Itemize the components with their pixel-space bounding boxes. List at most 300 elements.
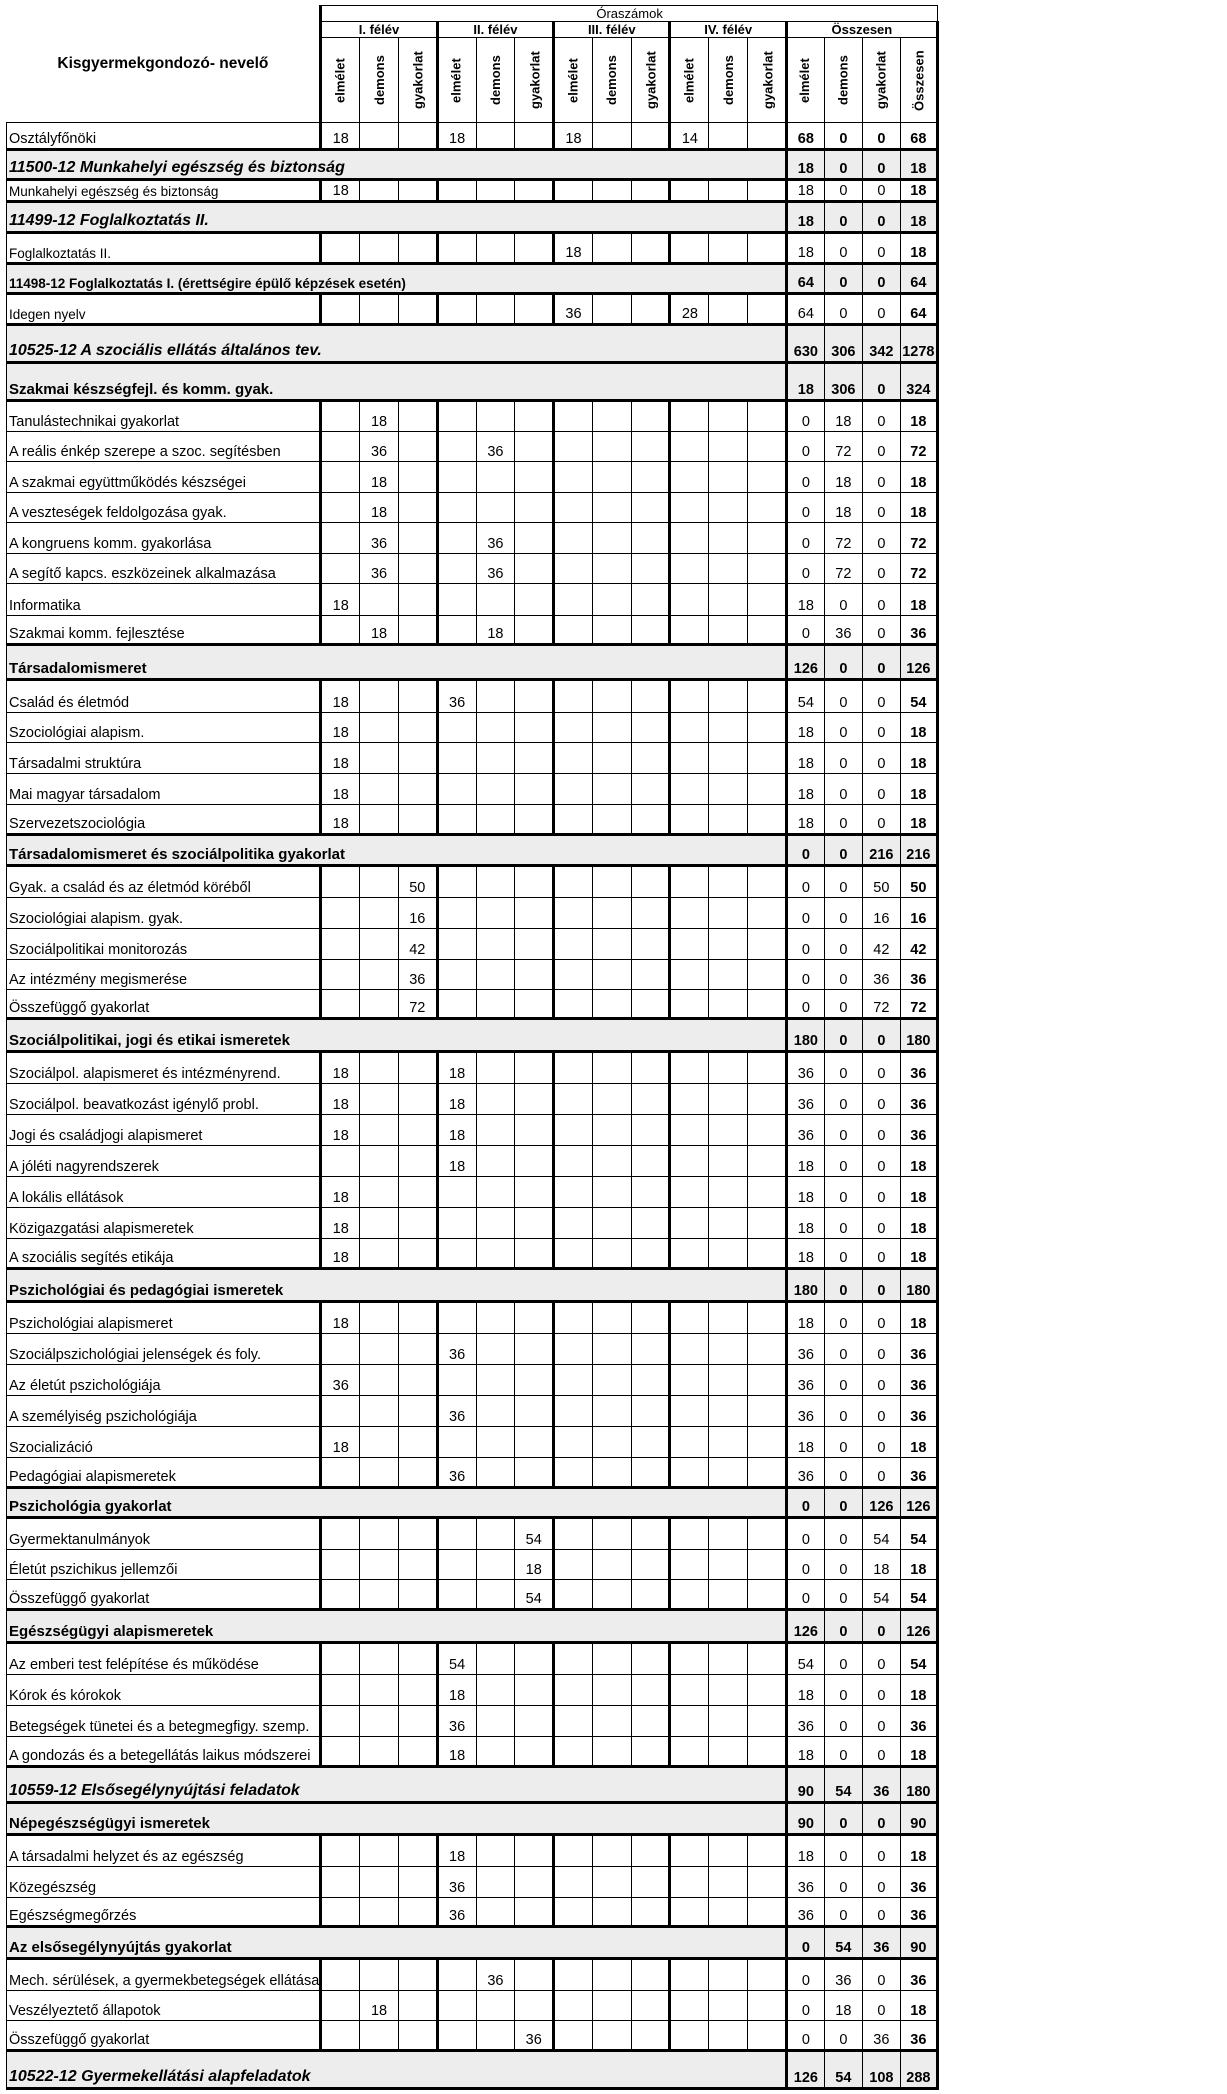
- total-cell: 54: [862, 1580, 900, 1610]
- hours-cell: 18: [321, 1239, 360, 1269]
- hours-cell: [515, 866, 554, 898]
- total-cell: 54: [900, 1518, 937, 1550]
- row-label: A szociális segítés etikája: [7, 1239, 321, 1269]
- hours-cell: [515, 523, 554, 554]
- hours-cell: [631, 493, 670, 523]
- total-cell: 0: [862, 1115, 900, 1146]
- hours-cell: [670, 2021, 709, 2051]
- table-row: [7, 1302, 938, 1334]
- hours-cell: [321, 401, 360, 432]
- total-cell: 54: [786, 1643, 824, 1675]
- hours-cell: [592, 1675, 631, 1706]
- total-cell: 0: [786, 554, 824, 584]
- hours-cell: 36: [476, 554, 515, 584]
- hours-cell: [515, 713, 554, 743]
- hours-cell: [670, 929, 709, 960]
- section-total-cell: 18: [900, 150, 937, 180]
- total-cell: 0: [786, 1991, 824, 2021]
- total-cell: 0: [862, 1675, 900, 1706]
- hours-cell: [321, 960, 360, 990]
- hours-cell: [554, 1052, 593, 1084]
- hours-cell: [748, 523, 787, 554]
- section-total-cell: 0: [862, 1610, 900, 1643]
- total-cell: 36: [900, 1458, 937, 1488]
- total-cell: 18: [862, 1550, 900, 1580]
- total-subcolumn-header: [824, 38, 862, 123]
- hours-cell: [709, 462, 748, 493]
- hours-cell: [709, 233, 748, 264]
- total-cell: 36: [900, 1396, 937, 1427]
- total-cell: 0: [862, 805, 900, 835]
- subcolumn-label: gyakorlat: [410, 51, 426, 109]
- hours-cell: [398, 1146, 437, 1177]
- hours-cell: [515, 1146, 554, 1177]
- total-cell: 0: [824, 1052, 862, 1084]
- hours-cell: 14: [670, 123, 709, 150]
- hours-cell: [554, 1835, 593, 1867]
- hours-cell: 36: [360, 523, 399, 554]
- row-label: Életút pszichikus jellemzői: [7, 1550, 321, 1580]
- hours-cell: [670, 1458, 709, 1488]
- total-cell: 36: [824, 616, 862, 645]
- table-row: [7, 866, 938, 898]
- hours-cell: [592, 523, 631, 554]
- row-label: Az intézmény megismerése: [7, 960, 321, 990]
- section-row: [7, 1927, 938, 1959]
- hours-cell: [670, 1146, 709, 1177]
- hours-cell: 18: [321, 805, 360, 835]
- hours-cell: [321, 493, 360, 523]
- subcolumn-label: demons: [720, 55, 736, 105]
- hours-cell: [515, 432, 554, 462]
- hours-cell: [321, 523, 360, 554]
- total-cell: 36: [900, 1052, 937, 1084]
- hours-cell: [592, 1835, 631, 1867]
- hours-cell: [321, 1706, 360, 1737]
- hours-cell: [592, 1302, 631, 1334]
- section-row: [7, 1488, 938, 1518]
- table-row: [7, 432, 938, 462]
- hours-cell: [709, 1458, 748, 1488]
- hours-cell: [360, 233, 399, 264]
- hours-cell: 18: [437, 1115, 476, 1146]
- section-label: Egészségügyi alapismeretek: [7, 1610, 787, 1643]
- hours-cell: [321, 1643, 360, 1675]
- hours-cell: [515, 1898, 554, 1927]
- hours-cell: [360, 1898, 399, 1927]
- table-row: [7, 523, 938, 554]
- total-cell: 36: [900, 1867, 937, 1898]
- section-total-cell: 0: [786, 835, 824, 866]
- row-label: Összefüggő gyakorlat: [7, 990, 321, 1019]
- row-label: Tanulástechnikai gyakorlat: [7, 401, 321, 432]
- hours-cell: [709, 1239, 748, 1269]
- hours-cell: [321, 616, 360, 645]
- hours-cell: 18: [360, 616, 399, 645]
- hours-cell: [515, 493, 554, 523]
- semester-header: I. félév: [321, 22, 437, 38]
- hours-cell: [592, 1991, 631, 2021]
- hours-cell: [631, 1898, 670, 1927]
- section-total-cell: 126: [786, 2051, 824, 2089]
- hours-cell: 18: [437, 1052, 476, 1084]
- hours-cell: [670, 616, 709, 645]
- hours-cell: [670, 805, 709, 835]
- total-subcolumn-label: elmélet: [797, 57, 813, 103]
- total-cell: 36: [900, 1115, 937, 1146]
- total-cell: 0: [786, 493, 824, 523]
- hours-cell: [709, 1898, 748, 1927]
- hours-cell: [670, 866, 709, 898]
- hours-cell: [592, 1396, 631, 1427]
- hours-cell: [748, 1239, 787, 1269]
- total-cell: 18: [900, 743, 937, 774]
- table-row: [7, 1177, 938, 1208]
- hours-cell: [592, 743, 631, 774]
- hours-cell: 18: [515, 1550, 554, 1580]
- hours-cell: [748, 898, 787, 929]
- hours-cell: [476, 1365, 515, 1396]
- hours-cell: [515, 1365, 554, 1396]
- table-row: [7, 401, 938, 432]
- table-row: [7, 1550, 938, 1580]
- hours-cell: [748, 584, 787, 616]
- hours-cell: [476, 1867, 515, 1898]
- hours-cell: [321, 990, 360, 1019]
- hours-cell: [592, 713, 631, 743]
- subcolumn-header: [670, 38, 709, 123]
- section-total-cell: 288: [900, 2051, 937, 2089]
- hours-cell: 42: [398, 929, 437, 960]
- total-cell: 36: [900, 1959, 937, 1991]
- hours-cell: [748, 2021, 787, 2051]
- hours-cell: [592, 123, 631, 150]
- hours-cell: [709, 432, 748, 462]
- hours-cell: [748, 1208, 787, 1239]
- hours-cell: [592, 1365, 631, 1396]
- section-total-cell: 342: [862, 325, 900, 363]
- total-cell: 0: [824, 1208, 862, 1239]
- total-subcolumn-header: [786, 38, 824, 123]
- row-label: Munkahelyi egészség és biztonság: [7, 180, 321, 202]
- total-cell: 0: [862, 1458, 900, 1488]
- section-total-cell: 0: [824, 264, 862, 294]
- row-label: Osztályfőnöki: [7, 123, 321, 150]
- total-cell: 0: [786, 462, 824, 493]
- hours-cell: [360, 1458, 399, 1488]
- total-cell: 72: [824, 523, 862, 554]
- total-cell: 0: [862, 1737, 900, 1767]
- hours-cell: [515, 1867, 554, 1898]
- hours-cell: [515, 805, 554, 835]
- hours-cell: [748, 401, 787, 432]
- total-cell: 0: [824, 1427, 862, 1458]
- hours-cell: [398, 1458, 437, 1488]
- hours-cell: [748, 1518, 787, 1550]
- hours-cell: [515, 1239, 554, 1269]
- hours-cell: [748, 1084, 787, 1115]
- total-cell: 0: [862, 616, 900, 645]
- hours-cell: [670, 1052, 709, 1084]
- row-label: Veszélyeztető állapotok: [7, 1991, 321, 2021]
- total-subcolumn-label: Összesen: [911, 49, 927, 111]
- hours-cell: [748, 680, 787, 713]
- total-cell: 18: [900, 1239, 937, 1269]
- hours-cell: [631, 1146, 670, 1177]
- hours-cell: [476, 462, 515, 493]
- table-row: [7, 1084, 938, 1115]
- subcolumn-label: elmélet: [681, 57, 697, 103]
- hours-cell: [515, 1302, 554, 1334]
- section-label: 10525-12 A szociális ellátás általános tev.: [7, 325, 787, 363]
- hours-cell: [360, 1959, 399, 1991]
- hours-cell: [592, 493, 631, 523]
- section-total-cell: 0: [824, 1610, 862, 1643]
- hours-cell: 36: [398, 960, 437, 990]
- hours-cell: 18: [321, 1208, 360, 1239]
- hours-cell: [321, 1580, 360, 1610]
- total-cell: 0: [862, 680, 900, 713]
- section-label: Az elsősegélynyújtás gyakorlat: [7, 1927, 787, 1959]
- row-label: Család és életmód: [7, 680, 321, 713]
- hours-cell: [631, 554, 670, 584]
- hours-cell: [476, 1084, 515, 1115]
- hours-cell: [554, 1302, 593, 1334]
- hours-cell: [398, 493, 437, 523]
- hours-cell: [670, 1706, 709, 1737]
- hours-cell: 18: [321, 680, 360, 713]
- total-cell: 36: [786, 1898, 824, 1927]
- hours-cell: [709, 990, 748, 1019]
- hours-cell: [748, 493, 787, 523]
- hours-cell: [592, 1052, 631, 1084]
- hours-cell: 18: [321, 774, 360, 805]
- hours-cell: [360, 1177, 399, 1208]
- hours-cell: [709, 1427, 748, 1458]
- section-total-cell: 180: [900, 1269, 937, 1302]
- total-cell: 0: [862, 523, 900, 554]
- hours-cell: [476, 960, 515, 990]
- total-cell: 18: [786, 1835, 824, 1867]
- hours-cell: [631, 929, 670, 960]
- hours-cell: [748, 990, 787, 1019]
- total-cell: 18: [786, 774, 824, 805]
- table-row: [7, 1643, 938, 1675]
- hours-cell: [631, 1427, 670, 1458]
- hours-cell: [554, 1898, 593, 1927]
- hours-cell: 36: [476, 523, 515, 554]
- total-cell: 0: [824, 1177, 862, 1208]
- table-row: [7, 1052, 938, 1084]
- hours-cell: [592, 401, 631, 432]
- semester-header: IV. félév: [670, 22, 786, 38]
- hours-cell: [437, 2021, 476, 2051]
- hours-cell: [709, 1302, 748, 1334]
- hours-cell: [554, 960, 593, 990]
- table-row: [7, 1867, 938, 1898]
- hours-cell: [515, 554, 554, 584]
- hours-cell: [398, 1737, 437, 1767]
- table-row: [7, 1427, 938, 1458]
- row-label: Szociálpol. alapismeret és intézményrend.: [7, 1052, 321, 1084]
- hours-cell: [592, 554, 631, 584]
- total-cell: 64: [786, 294, 824, 325]
- total-cell: 42: [862, 929, 900, 960]
- row-label: Összefüggő gyakorlat: [7, 2021, 321, 2051]
- hours-cell: [476, 1177, 515, 1208]
- table-row: [7, 929, 938, 960]
- section-total-cell: 216: [862, 835, 900, 866]
- hours-cell: [437, 1518, 476, 1550]
- total-cell: 68: [786, 123, 824, 150]
- section-total-cell: 0: [824, 1019, 862, 1052]
- hours-cell: [476, 1737, 515, 1767]
- section-row: [7, 202, 938, 233]
- total-cell: 0: [862, 1052, 900, 1084]
- total-cell: 18: [786, 1737, 824, 1767]
- hours-cell: [398, 1643, 437, 1675]
- section-total-cell: 54: [824, 1927, 862, 1959]
- row-label: A gondozás és a betegellátás laikus módszerei: [7, 1737, 321, 1767]
- total-header: Összesen: [786, 22, 937, 38]
- hours-cell: [592, 1458, 631, 1488]
- hours-cell: [592, 1737, 631, 1767]
- total-cell: 18: [900, 774, 937, 805]
- hours-cell: [670, 1835, 709, 1867]
- total-cell: 16: [900, 898, 937, 929]
- hours-cell: [476, 713, 515, 743]
- curriculum-table: [6, 5, 939, 2090]
- hours-cell: [748, 1898, 787, 1927]
- hours-cell: [398, 1302, 437, 1334]
- hours-cell: [631, 866, 670, 898]
- hours-cell: [398, 523, 437, 554]
- total-cell: 0: [786, 1518, 824, 1550]
- section-total-cell: 90: [786, 1803, 824, 1835]
- hours-cell: 18: [360, 401, 399, 432]
- hours-cell: [709, 898, 748, 929]
- section-total-cell: 54: [824, 2051, 862, 2089]
- row-label: A személyiség pszichológiája: [7, 1396, 321, 1427]
- hours-cell: [748, 180, 787, 202]
- hours-cell: [321, 1898, 360, 1927]
- total-cell: 36: [786, 1052, 824, 1084]
- row-label: Gyermektanulmányok: [7, 1518, 321, 1550]
- hours-cell: [670, 1084, 709, 1115]
- table-row: [7, 294, 938, 325]
- hours-cell: [360, 1427, 399, 1458]
- total-cell: 0: [862, 401, 900, 432]
- total-cell: 36: [786, 1458, 824, 1488]
- subcolumn-label: demons: [371, 55, 387, 105]
- total-cell: 0: [862, 1396, 900, 1427]
- hours-cell: [592, 929, 631, 960]
- total-cell: 50: [900, 866, 937, 898]
- hours-cell: [515, 1208, 554, 1239]
- total-cell: 0: [862, 774, 900, 805]
- total-cell: 0: [862, 1208, 900, 1239]
- hours-cell: [592, 680, 631, 713]
- total-cell: 68: [900, 123, 937, 150]
- row-label: Társadalmi struktúra: [7, 743, 321, 774]
- hours-cell: [437, 960, 476, 990]
- hours-cell: 28: [670, 294, 709, 325]
- hours-cell: [592, 1643, 631, 1675]
- hours-cell: 36: [437, 680, 476, 713]
- hours-cell: [398, 1706, 437, 1737]
- hours-cell: [554, 1458, 593, 1488]
- hours-cell: [515, 1115, 554, 1146]
- hours-cell: 18: [360, 1991, 399, 2021]
- hours-cell: [476, 1334, 515, 1365]
- hours-cell: [631, 805, 670, 835]
- hours-cell: [437, 616, 476, 645]
- table-row: [7, 990, 938, 1019]
- hours-cell: [670, 1239, 709, 1269]
- hours-cell: [360, 1115, 399, 1146]
- total-cell: 0: [862, 1084, 900, 1115]
- section-total-cell: 108: [862, 2051, 900, 2089]
- section-total-cell: 36: [862, 1767, 900, 1803]
- hours-cell: [748, 233, 787, 264]
- hours-cell: [670, 713, 709, 743]
- hours-cell: [515, 616, 554, 645]
- hours-cell: [515, 680, 554, 713]
- hours-cell: [709, 180, 748, 202]
- table-row: [7, 1208, 938, 1239]
- hours-cell: 18: [437, 1146, 476, 1177]
- subcolumn-label: elmélet: [448, 57, 464, 103]
- hours-cell: 18: [360, 493, 399, 523]
- hours-cell: [670, 1991, 709, 2021]
- hours-cell: [398, 1898, 437, 1927]
- hours-cell: [670, 1208, 709, 1239]
- total-subcolumn-header: [900, 38, 937, 123]
- hours-cell: [321, 866, 360, 898]
- hours-cell: [398, 1084, 437, 1115]
- hours-cell: [437, 1239, 476, 1269]
- hours-cell: [709, 1396, 748, 1427]
- row-label: Betegségek tünetei és a betegmegfigy. szemp.: [7, 1706, 321, 1737]
- total-cell: 18: [786, 1208, 824, 1239]
- hours-cell: [709, 1706, 748, 1737]
- hours-cell: [631, 1991, 670, 2021]
- total-cell: 18: [900, 1835, 937, 1867]
- subcolumn-label: demons: [487, 55, 503, 105]
- row-label: Közegészség: [7, 1867, 321, 1898]
- hours-cell: [709, 1959, 748, 1991]
- hours-cell: [709, 774, 748, 805]
- hours-cell: [360, 713, 399, 743]
- section-total-cell: 1278: [900, 325, 937, 363]
- total-cell: 18: [900, 1737, 937, 1767]
- hours-cell: [476, 929, 515, 960]
- total-cell: 0: [824, 1518, 862, 1550]
- hours-cell: [554, 1396, 593, 1427]
- hours-cell: [476, 774, 515, 805]
- hours-cell: 36: [476, 1959, 515, 1991]
- total-cell: 0: [786, 523, 824, 554]
- hours-cell: [748, 1959, 787, 1991]
- hours-cell: [592, 180, 631, 202]
- table-row: [7, 1959, 938, 1991]
- row-label: Gyak. a család és az életmód köréből: [7, 866, 321, 898]
- hours-cell: [476, 1706, 515, 1737]
- hours-cell: [748, 462, 787, 493]
- section-total-cell: 0: [862, 1803, 900, 1835]
- hours-cell: [748, 929, 787, 960]
- hours-cell: [321, 554, 360, 584]
